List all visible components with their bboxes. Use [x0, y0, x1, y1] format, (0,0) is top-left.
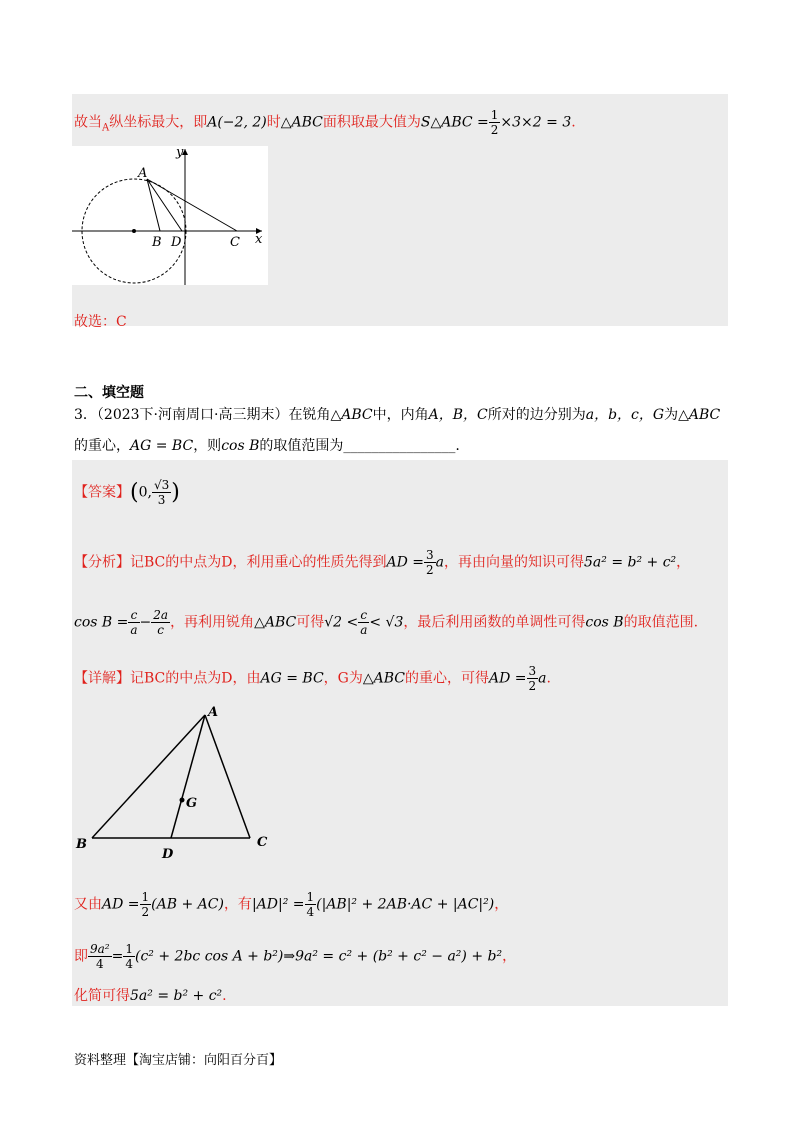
point-a: A	[102, 122, 110, 134]
num: √3	[153, 478, 170, 492]
triangle-label: △ABC	[330, 407, 373, 423]
num: 1	[490, 108, 499, 122]
text: 为	[664, 407, 679, 423]
section-title: 二、填空题	[74, 385, 144, 401]
fraction-1-4-b	[123, 942, 135, 971]
num: 1	[125, 942, 133, 956]
text: .	[546, 670, 551, 687]
den: 4	[95, 957, 104, 971]
text: .	[571, 114, 576, 131]
num: 3	[528, 664, 537, 678]
question-number: 3．	[74, 407, 97, 423]
text: 记BC的中点为D，由	[130, 670, 261, 687]
text: 的重心，	[74, 438, 130, 454]
den: 2	[141, 905, 150, 919]
fraction-half	[489, 108, 501, 137]
den: 3	[157, 493, 166, 507]
answer-line: 【答案】(0, $\frac{√3}{3}$ )	[74, 478, 180, 507]
den: 4	[125, 957, 133, 971]
fraction-2a-c	[151, 608, 170, 637]
label-d: D	[171, 235, 182, 250]
text: 面积取最大值为	[322, 114, 421, 131]
fraction-1-4	[305, 890, 317, 919]
vars: A，B，C	[428, 407, 488, 423]
num: 3	[426, 548, 434, 562]
formula: < √3	[369, 614, 404, 631]
analysis-line-1	[74, 548, 690, 577]
fraction-1-2	[140, 890, 152, 919]
den: a	[130, 623, 138, 637]
text: 的取值范围.	[623, 614, 699, 631]
fraction-c-a	[128, 608, 139, 637]
formula: S△ABC =	[420, 114, 489, 131]
fraction-c-a-2	[358, 608, 369, 637]
question-line-1	[74, 404, 720, 424]
num: c	[128, 608, 139, 623]
analysis-line-2	[74, 608, 698, 637]
text: ，再利用锐角	[170, 614, 255, 631]
text: （2023下·河南周口·高三期末）在锐角	[96, 407, 331, 423]
den: 4	[306, 905, 315, 919]
figure-triangle-diagram	[72, 700, 282, 865]
question-line-2	[74, 435, 460, 455]
formula: ×3×2 = 3	[500, 114, 572, 131]
text: ，再由向量的知识可得	[444, 554, 584, 571]
fraction-sqrt3-3	[152, 478, 171, 507]
formula: (c² + 2bc cos A + b²)	[134, 948, 284, 965]
text: 所对的边分别为	[487, 407, 586, 423]
den: 2	[426, 563, 434, 577]
vector-line-2	[74, 942, 516, 971]
detail-line-1	[74, 664, 551, 693]
text: ，则	[193, 438, 222, 454]
text: ，有	[223, 896, 252, 913]
fraction-9a2-4	[88, 942, 112, 971]
vector-line-1	[74, 890, 508, 919]
text: 可得	[296, 614, 325, 631]
formula: a	[435, 554, 444, 571]
condition: AG = BC	[130, 438, 194, 454]
implies-arrow: ⇒	[283, 948, 296, 965]
label-c: C	[257, 835, 268, 850]
figure-circle-diagram	[72, 146, 268, 285]
analysis-tag: 【分析】	[74, 554, 130, 571]
text: 的重心，可得	[405, 670, 489, 687]
formula: AD =	[102, 896, 140, 913]
text: 又由	[74, 896, 102, 913]
text: 记BC的中点为D，利用重心的性质先得到	[130, 554, 387, 571]
num: c	[358, 608, 369, 623]
triangle-label: △ABC	[678, 407, 721, 423]
text: 中，内角	[372, 407, 429, 423]
label-d: D	[162, 847, 174, 862]
solution-line-1	[74, 108, 576, 137]
y-axis-label: y	[176, 146, 184, 160]
num: 1	[141, 890, 150, 904]
formula: AD =	[386, 554, 424, 571]
footer-text: 资料整理【淘宝店铺：向阳百分百】	[74, 1053, 283, 1068]
text: 纵坐标最大，即	[109, 114, 208, 131]
formula: AD =	[489, 670, 527, 687]
fraction-3-2	[527, 664, 539, 693]
operator: −	[139, 614, 152, 631]
num: 1	[306, 890, 315, 904]
vars: a，b，c，G	[585, 407, 665, 423]
den: c	[157, 623, 165, 637]
formula: =	[111, 948, 124, 965]
label-b: B	[76, 837, 87, 852]
triangle-label: △ABC	[362, 670, 405, 687]
triangle-label: △ABC	[280, 114, 323, 131]
condition: AG = BC	[260, 670, 324, 687]
x-axis-label: x	[255, 232, 263, 247]
text: ，	[494, 896, 509, 913]
formula: |AD|² =	[251, 896, 305, 913]
num: 9a²	[90, 942, 110, 956]
text: ，最后利用函数的单调性可得	[403, 614, 586, 631]
formula: a	[538, 670, 547, 687]
den: a	[360, 623, 368, 637]
formula: 9a² = c² + (b² + c² − a²) + b²	[295, 948, 503, 965]
text: .	[222, 988, 227, 1004]
text: ，G为	[323, 670, 363, 687]
text: 即	[74, 948, 88, 965]
formula: 5a² = b² + c²	[130, 988, 223, 1004]
fraction-3-2	[424, 548, 436, 577]
text: 故当	[74, 114, 102, 131]
text: ，	[502, 948, 517, 965]
answer-blank: ________________	[343, 438, 456, 454]
formula: √2 <	[324, 614, 359, 631]
vector-line-3	[74, 985, 227, 1005]
num: 2a	[153, 608, 169, 622]
formula: cos B	[585, 614, 624, 631]
detail-tag: 【详解】	[74, 670, 130, 687]
answer-tag: 【答案】	[74, 484, 130, 501]
text: 时	[266, 114, 281, 131]
formula: (AB + AC)	[151, 896, 224, 913]
formula: (|AB|² + 2AB·AC + |AC|²)	[316, 896, 495, 913]
label-a: A	[208, 705, 219, 720]
choice-line: 故选：C	[74, 314, 127, 330]
den: 2	[490, 123, 499, 137]
label-g: G	[186, 796, 198, 811]
den: 2	[528, 679, 537, 693]
label-b: B	[152, 235, 162, 250]
text: ，	[676, 554, 691, 571]
triangle-label: △ABC	[254, 614, 297, 631]
formula: cos B =	[74, 614, 129, 631]
text: 的取值范围为	[259, 438, 344, 454]
answer-value: 0,	[138, 484, 152, 501]
point-coord: A(−2, 2)	[207, 114, 267, 131]
cos-b: cos B	[221, 438, 260, 454]
label-a: A	[138, 166, 148, 181]
formula: 5a² = b² + c²	[584, 554, 677, 571]
text: 化简可得	[74, 988, 130, 1004]
label-c: C	[230, 235, 240, 250]
text: .	[455, 438, 460, 454]
